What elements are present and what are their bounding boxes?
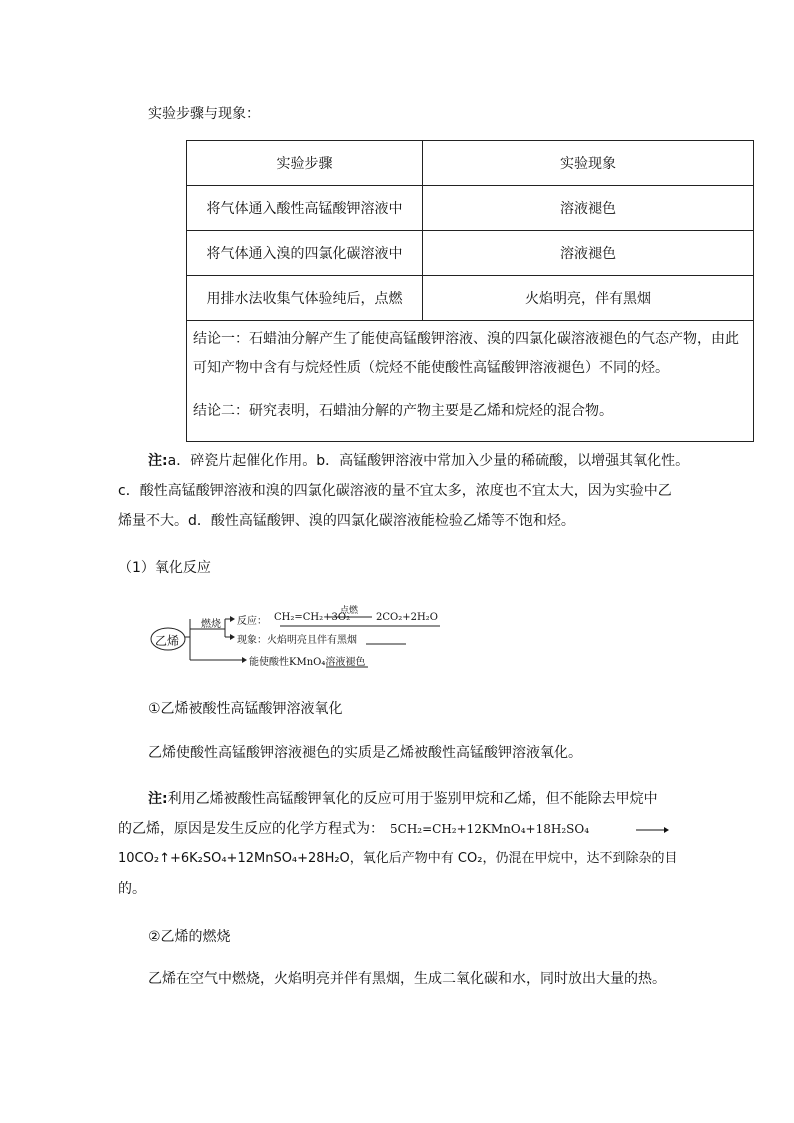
reaction-arrow-icon [636,825,670,835]
subsection-1-text: 乙烯使酸性高锰酸钾溶液褪色的实质是乙烯被酸性高锰酸钾溶液氧化。 [148,745,582,761]
table-cell-observation: 溶液褪色 [423,186,754,231]
diagram-reaction-condition: 点燃 [340,606,359,616]
table-cell-observation: 火焰明亮，伴有黑烟 [423,276,754,321]
table-cell-step: 将气体通入酸性高锰酸钾溶液中 [187,186,423,231]
table-header-row [187,141,754,186]
diagram-kmno4: 能使酸性KMnO₄溶液褪色 [249,657,366,668]
section-heading-steps: 实验步骤与现象： [148,106,260,122]
note-2-text-1: 利用乙烯被酸性高锰酸钾氧化的反应可用于鉴别甲烷和乙烯，但不能除去甲烷中 [167,791,658,807]
note-2-line-4: 的。 [118,881,146,897]
note-2-line-2 [118,814,718,844]
note-1-text-1: a．碎瓷片起催化作用。b．高锰酸钾溶液中常加入少量的稀硫酸，以增强其氧化性。 [167,453,690,469]
table-cell-step: 用排水法收集气体验纯后，点燃 [187,276,423,321]
section-oxidation-title: （1）氧化反应 [118,560,211,576]
diagram-reaction-label: 反应： [237,616,267,627]
subsection-1-title: ①乙烯被酸性高锰酸钾溶液氧化 [148,701,343,717]
table-conclusion-row [187,321,754,442]
diagram-burn-label: 燃烧 [201,619,221,630]
oxidation-diagram [150,605,450,670]
table-header-step: 实验步骤 [187,141,423,186]
table-header-observation: 实验现象 [423,141,754,186]
conclusion-cell [187,321,754,442]
table-cell-step: 将气体通入溴的四氯化碳溶液中 [187,231,423,276]
table-row [187,276,754,321]
conclusion-1-line-1: 结论一：石蜡油分解产生了能使高锰酸钾溶液、溴的四氯化碳溶液褪色的气态产物，由此 [193,331,739,347]
diagram-phenomenon: 现象：火焰明亮且伴有黑烟 [237,635,357,646]
subsection-2-text: 乙烯在空气中燃烧，火焰明亮并伴有黑烟，生成二氧化碳和水，同时放出大量的热。 [148,971,666,987]
note-2-label: 注: [148,791,168,807]
note-1-line-3: 烯量不大。d．酸性高锰酸钾、溴的四氯化碳溶液能检验乙烯等不饱和烃。 [118,513,575,529]
table-row [187,231,754,276]
experiment-table [186,140,754,442]
note-1-line-1 [118,446,718,476]
note-1-line-2: c．酸性高锰酸钾溶液和溴的四氯化碳溶液的量不宜太多，浓度也不宜太大，因为实验中乙 [118,483,672,499]
note-2-equation-left: 5CH₂=CH₂+12KMnO₄+18H₂SO₄ [390,822,590,836]
note-2 [118,784,718,904]
table-cell-observation: 溶液褪色 [423,231,754,276]
diagram-reaction-right: 2CO₂+2H₂O [376,612,438,623]
note-1 [118,446,718,536]
conclusion-1-line-2: 可知产物中含有与烷烃性质（烷烃不能使酸性高锰酸钾溶液褪色）不同的烃。 [193,360,669,376]
diagram-reaction-left: CH₂=CH₂+3O₂ [274,612,351,623]
subsection-2-title: ②乙烯的燃烧 [148,929,231,945]
note-2-line-3: 10CO₂↑+6K₂SO₄+12MnSO₄+28H₂O，氧化后产物中有 CO₂，仍混在甲烷中，达不到除杂的目 [118,851,678,866]
note-2-text-2: 的乙烯，原因是发生反应的化学方程式为： [118,821,384,837]
conclusion-2: 结论二：研究表明，石蜡油分解的产物主要是乙烯和烷烃的混合物。 [193,403,613,419]
note-1-label: 注: [148,453,168,469]
table-row [187,186,754,231]
note-2-line-1 [118,784,718,814]
diagram-center-label: 乙烯 [155,634,180,648]
